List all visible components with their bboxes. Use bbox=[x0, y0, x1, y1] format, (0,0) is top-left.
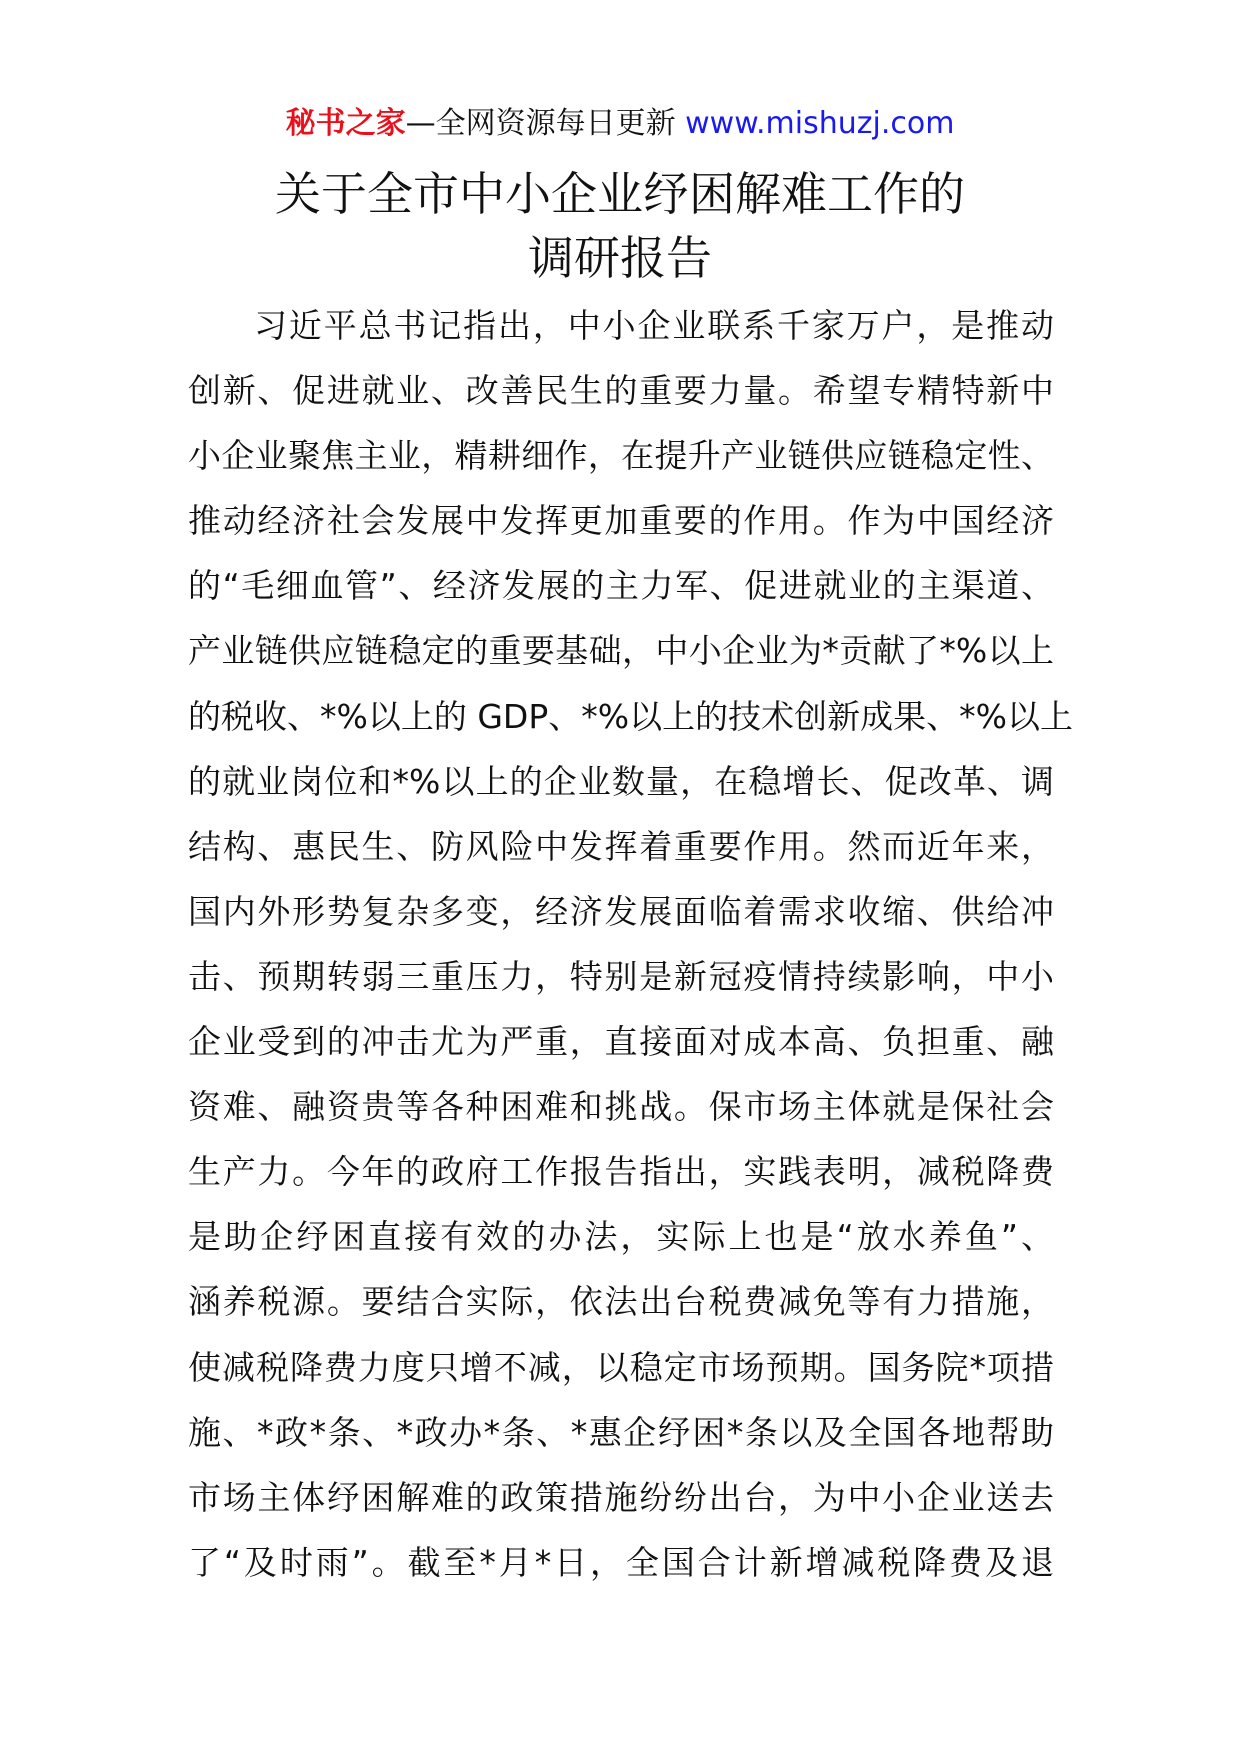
body-line: 国内外形势复杂多变，经济发展面临着需求收缩、供给冲 bbox=[188, 891, 1054, 931]
body-line: 施、*政*条、*政办*条、*惠企纾困*条以及全国各地帮助 bbox=[188, 1412, 1054, 1452]
document-title bbox=[0, 162, 1240, 290]
body-line: 企业受到的冲击尤为严重，直接面对成本高、负担重、融 bbox=[188, 1022, 1054, 1062]
body-line: 产业链供应链稳定的重要基础，中小企业为*贡献了*%以上 bbox=[188, 631, 1054, 671]
body-line: 推动经济社会发展中发挥更加重要的作用。作为中国经济 bbox=[188, 501, 1054, 541]
body-line: 习近平总书记指出，中小企业联系千家万户，是推动 bbox=[254, 306, 1054, 345]
site-url-link[interactable]: www.mishuzj.com bbox=[685, 106, 955, 141]
body-line: 创新、促进就业、改善民生的重要力量。希望专精特新中 bbox=[188, 371, 1054, 411]
title-line-2: 调研报告 bbox=[528, 231, 712, 285]
report-body bbox=[188, 293, 1073, 1595]
body-line: 使减税降费力度只增不减，以稳定市场预期。国务院*项措 bbox=[188, 1347, 1054, 1387]
body-line: 的“毛细血管”、经济发展的主力军、促进就业的主渠道、 bbox=[188, 566, 1054, 606]
body-line: 击、预期转弱三重压力，特别是新冠疫情持续影响，中小 bbox=[188, 956, 1054, 996]
body-line: 小企业聚焦主业，精耕细作，在提升产业链供应链稳定性、 bbox=[188, 436, 1054, 476]
site-banner bbox=[0, 104, 1240, 144]
body-line: 资难、融资贵等各种困难和挑战。保市场主体就是保社会 bbox=[188, 1087, 1054, 1127]
brand-name: 秘书之家 bbox=[285, 106, 406, 141]
banner-tagline: —全网资源每日更新 bbox=[405, 106, 676, 141]
body-line: 的就业岗位和*%以上的企业数量，在稳增长、促改革、调 bbox=[188, 761, 1054, 801]
body-line: 生产力。今年的政府工作报告指出，实践表明，减税降费 bbox=[188, 1152, 1054, 1192]
body-line: 涵养税源。要结合实际，依法出台税费减免等有力措施， bbox=[188, 1282, 1054, 1322]
body-line: 市场主体纾困解难的政策措施纷纷出台，为中小企业送去 bbox=[188, 1477, 1054, 1517]
body-line: 结构、惠民生、防风险中发挥着重要作用。然而近年来， bbox=[188, 826, 1054, 866]
body-line: 的税收、*%以上的 GDP、*%以上的技术创新成果、*%以上 bbox=[188, 696, 1073, 736]
title-line-1: 关于全市中小企业纾困解难工作的 bbox=[275, 167, 965, 221]
body-line: 了“及时雨”。截至*月*日，全国合计新增减税降费及退 bbox=[188, 1542, 1054, 1582]
body-line: 是助企纾困直接有效的办法，实际上也是“放水养鱼”、 bbox=[188, 1217, 1054, 1257]
